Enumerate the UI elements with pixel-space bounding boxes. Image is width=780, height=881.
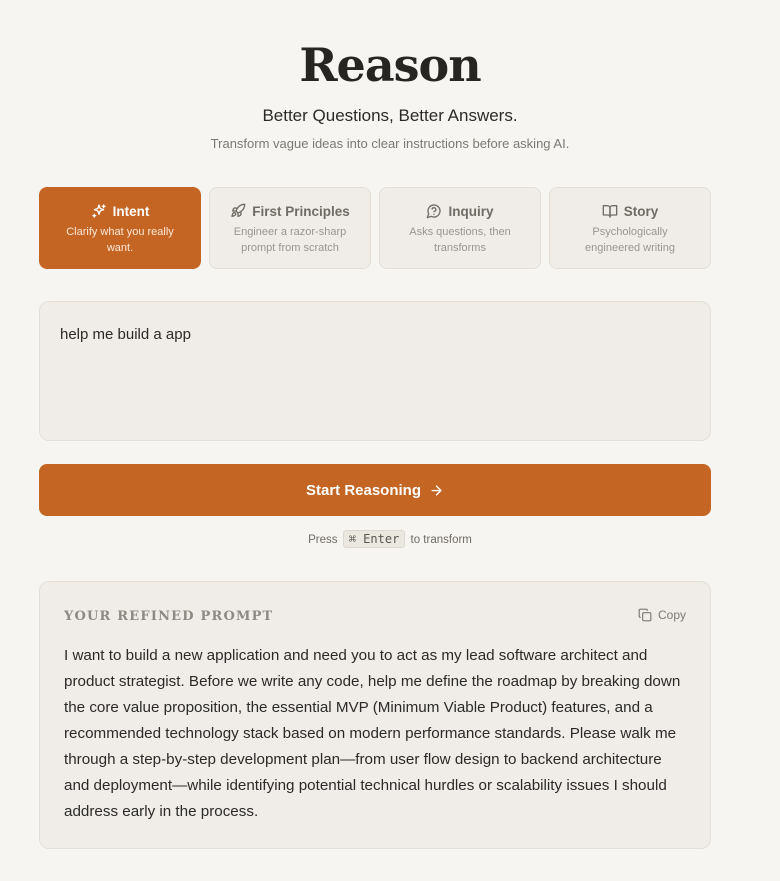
copy-label: Copy <box>657 608 686 622</box>
sparkles-icon <box>91 203 107 219</box>
mode-first-principles-header <box>230 201 350 221</box>
mode-inquiry-label: Inquiry <box>448 203 494 219</box>
mode-inquiry-header <box>426 201 493 221</box>
mode-selector <box>39 187 711 269</box>
book-open-icon <box>602 203 618 219</box>
mode-inquiry[interactable] <box>379 187 541 269</box>
question-bubble-icon <box>426 203 442 219</box>
app-subtitle: Better Questions, Better Answers. <box>262 106 518 125</box>
app-tagline: Transform vague ideas into clear instructions before asking AI. <box>210 136 570 151</box>
arrow-right-icon <box>429 483 444 498</box>
mode-intent-header <box>91 201 150 221</box>
mode-story-header <box>602 201 659 221</box>
hint-prefix: Press <box>308 534 338 546</box>
rocket-icon <box>230 203 246 219</box>
copy-icon <box>638 608 652 622</box>
mode-story[interactable] <box>549 187 711 269</box>
start-reasoning-label: Start Reasoning <box>305 481 422 499</box>
mode-intent[interactable] <box>39 187 201 269</box>
mode-first-principles-description: Engineer a razor-sharp prompt from scratch <box>233 226 347 254</box>
mode-intent-description: Clarify what you really want. <box>66 226 174 254</box>
mode-first-principles[interactable] <box>209 187 371 269</box>
shortcut-kbd: ⌘ Enter <box>343 530 406 548</box>
start-reasoning-button[interactable] <box>39 464 711 516</box>
idea-input[interactable]: help me build a app <box>39 301 711 441</box>
mode-intent-label: Intent <box>112 203 150 219</box>
keyboard-hint <box>0 530 780 549</box>
refined-prompt-label: YOUR REFINED PROMPT <box>64 609 274 624</box>
refined-prompt-card <box>39 581 711 849</box>
mode-inquiry-description: Asks questions, then transforms <box>409 226 511 254</box>
mode-story-label: Story <box>623 203 659 219</box>
hint-suffix: to transform <box>410 534 472 546</box>
refined-prompt-text: I want to build a new application and need you to act as my lead software architect and product strategist. Before we write any code, help me define the roadmap by breaking down the core value proposition, the essential MVP (Minimum Viable Product) features, and a recommended technology stack based on modern performance standards. Please walk me through a step-by-step development plan—from user flow design to backend architecture and deployment—while identifying potential technical hurdles or scalability issues I should address early in the process. <box>64 647 681 820</box>
mode-first-principles-label: First Principles <box>252 203 350 219</box>
app-title: Reason <box>299 38 481 92</box>
mode-story-description: Psychologically engineered writing <box>585 226 675 254</box>
copy-button[interactable] <box>638 608 686 622</box>
